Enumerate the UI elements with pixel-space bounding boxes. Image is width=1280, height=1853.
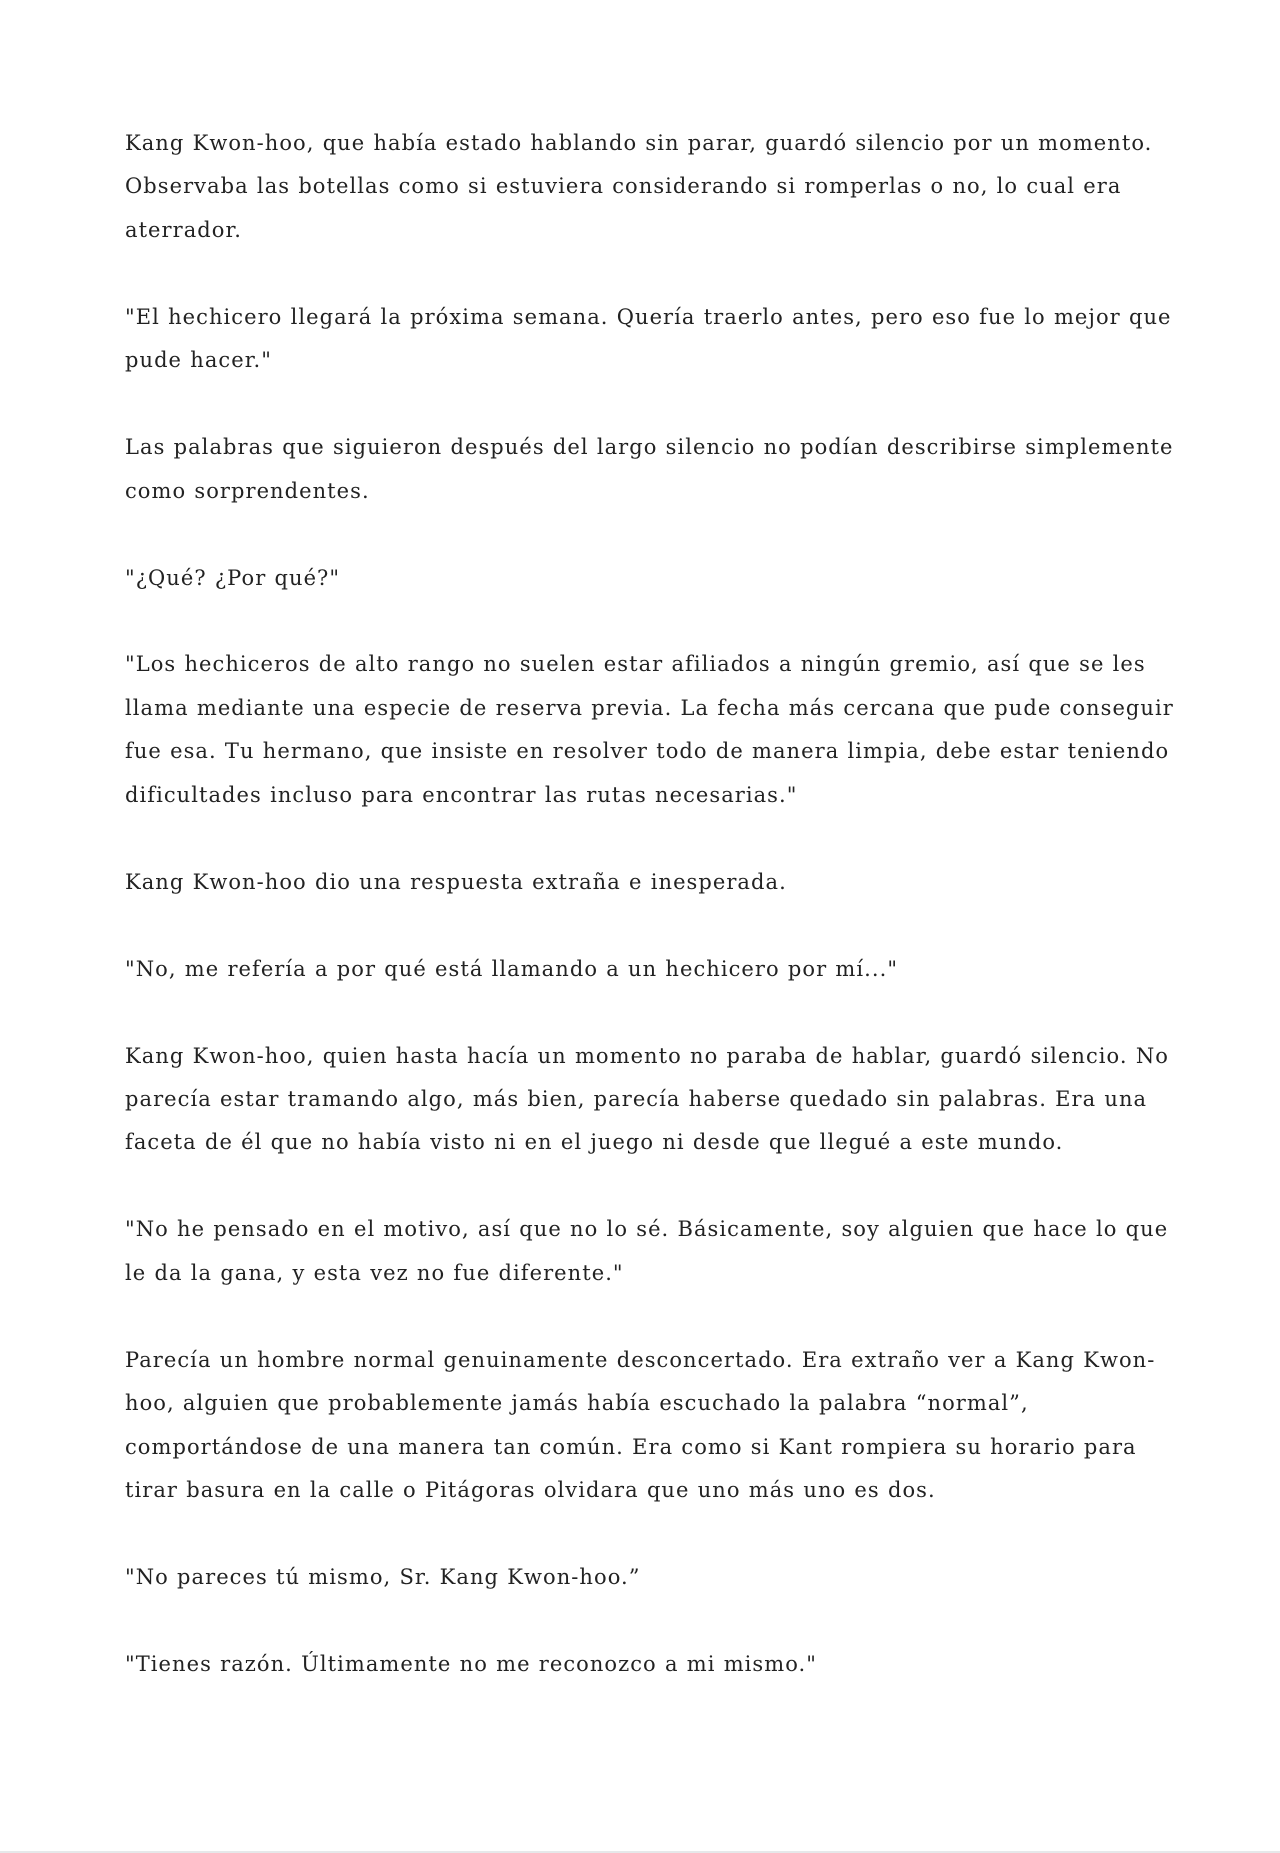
paragraph-1 [125,122,1185,252]
text-line: Kang Kwon-hoo, quien hasta hacía un momento no paraba de hablar, guardó silencio. No [125,1043,1169,1068]
text-line: tirar basura en la calle o Pitágoras olvidara que uno más uno es dos. [125,1478,936,1503]
story-text [125,122,1185,1686]
text-line: "No pareces tú mismo, Sr. Kang Kwon-hoo.” [125,1564,641,1589]
text-line: como sorprendentes. [125,478,370,503]
paragraph-4 [125,557,1185,600]
text-line: "Tienes razón. Últimamente no me reconozco a mi mismo." [125,1651,817,1676]
paragraph-5 [125,643,1185,817]
text-line: "No he pensado en el motivo, así que no lo sé. Básicamente, soy alguien que hace lo que [125,1217,1169,1242]
text-line: Kang Kwon-hoo, que había estado hablando sin parar, guardó silencio por un momento. [125,131,1153,155]
text-line: "¿Qué? ¿Por qué?" [125,565,341,590]
text-line: Observaba las botellas como si estuviera considerando si romperlas o no, lo cual era [125,174,1122,199]
paragraph-10 [125,1339,1185,1513]
text-line: parecía estar tramando algo, más bien, parecía haberse quedado sin palabras. Era una [125,1086,1148,1111]
text-line: Parecía un hombre normal genuinamente desconcertado. Era extraño ver a Kang Kwon- [125,1347,1156,1372]
text-line: aterrador. [125,217,242,242]
paragraph-11 [125,1556,1185,1599]
text-line: dificultades incluso para encontrar las rutas necesarias." [125,782,798,807]
text-line: "Los hechiceros de alto rango no suelen estar afiliados a ningún gremio, así que se les [125,652,1146,677]
paragraph-12 [125,1643,1185,1686]
paragraph-3 [125,426,1185,513]
text-line: pude hacer." [125,348,272,373]
paragraph-9 [125,1208,1185,1295]
text-line: "El hechicero llegará la próxima semana. Quería traerlo antes, pero eso fue lo mejor que [125,304,1172,329]
text-line: le da la gana, y esta vez no fue diferente." [125,1260,624,1285]
text-line: llama mediante una especie de reserva previa. La fecha más cercana que pude conseguir [125,695,1174,720]
text-line: "No, me refería a por qué está llamando a un hechicero por mí..." [125,956,899,981]
paragraph-8 [125,1035,1185,1165]
paragraph-6 [125,861,1185,904]
text-line: hoo, alguien que probablemente jamás había escuchado la palabra “normal”, [125,1391,1029,1416]
paragraph-7 [125,948,1185,991]
text-line: Las palabras que siguieron después del largo silencio no podían describirse simplemente [125,435,1174,460]
paragraph-2 [125,296,1185,383]
text-line: comportándose de una manera tan común. Era como si Kant rompiera su horario para [125,1434,1137,1459]
text-line: fue esa. Tu hermano, que insiste en resolver todo de manera limpia, debe estar teniendo [125,739,1170,764]
text-line: Kang Kwon-hoo dio una respuesta extraña e inesperada. [125,869,787,894]
text-line: faceta de él que no había visto ni en el juego ni desde que llegué a este mundo. [125,1130,1064,1155]
